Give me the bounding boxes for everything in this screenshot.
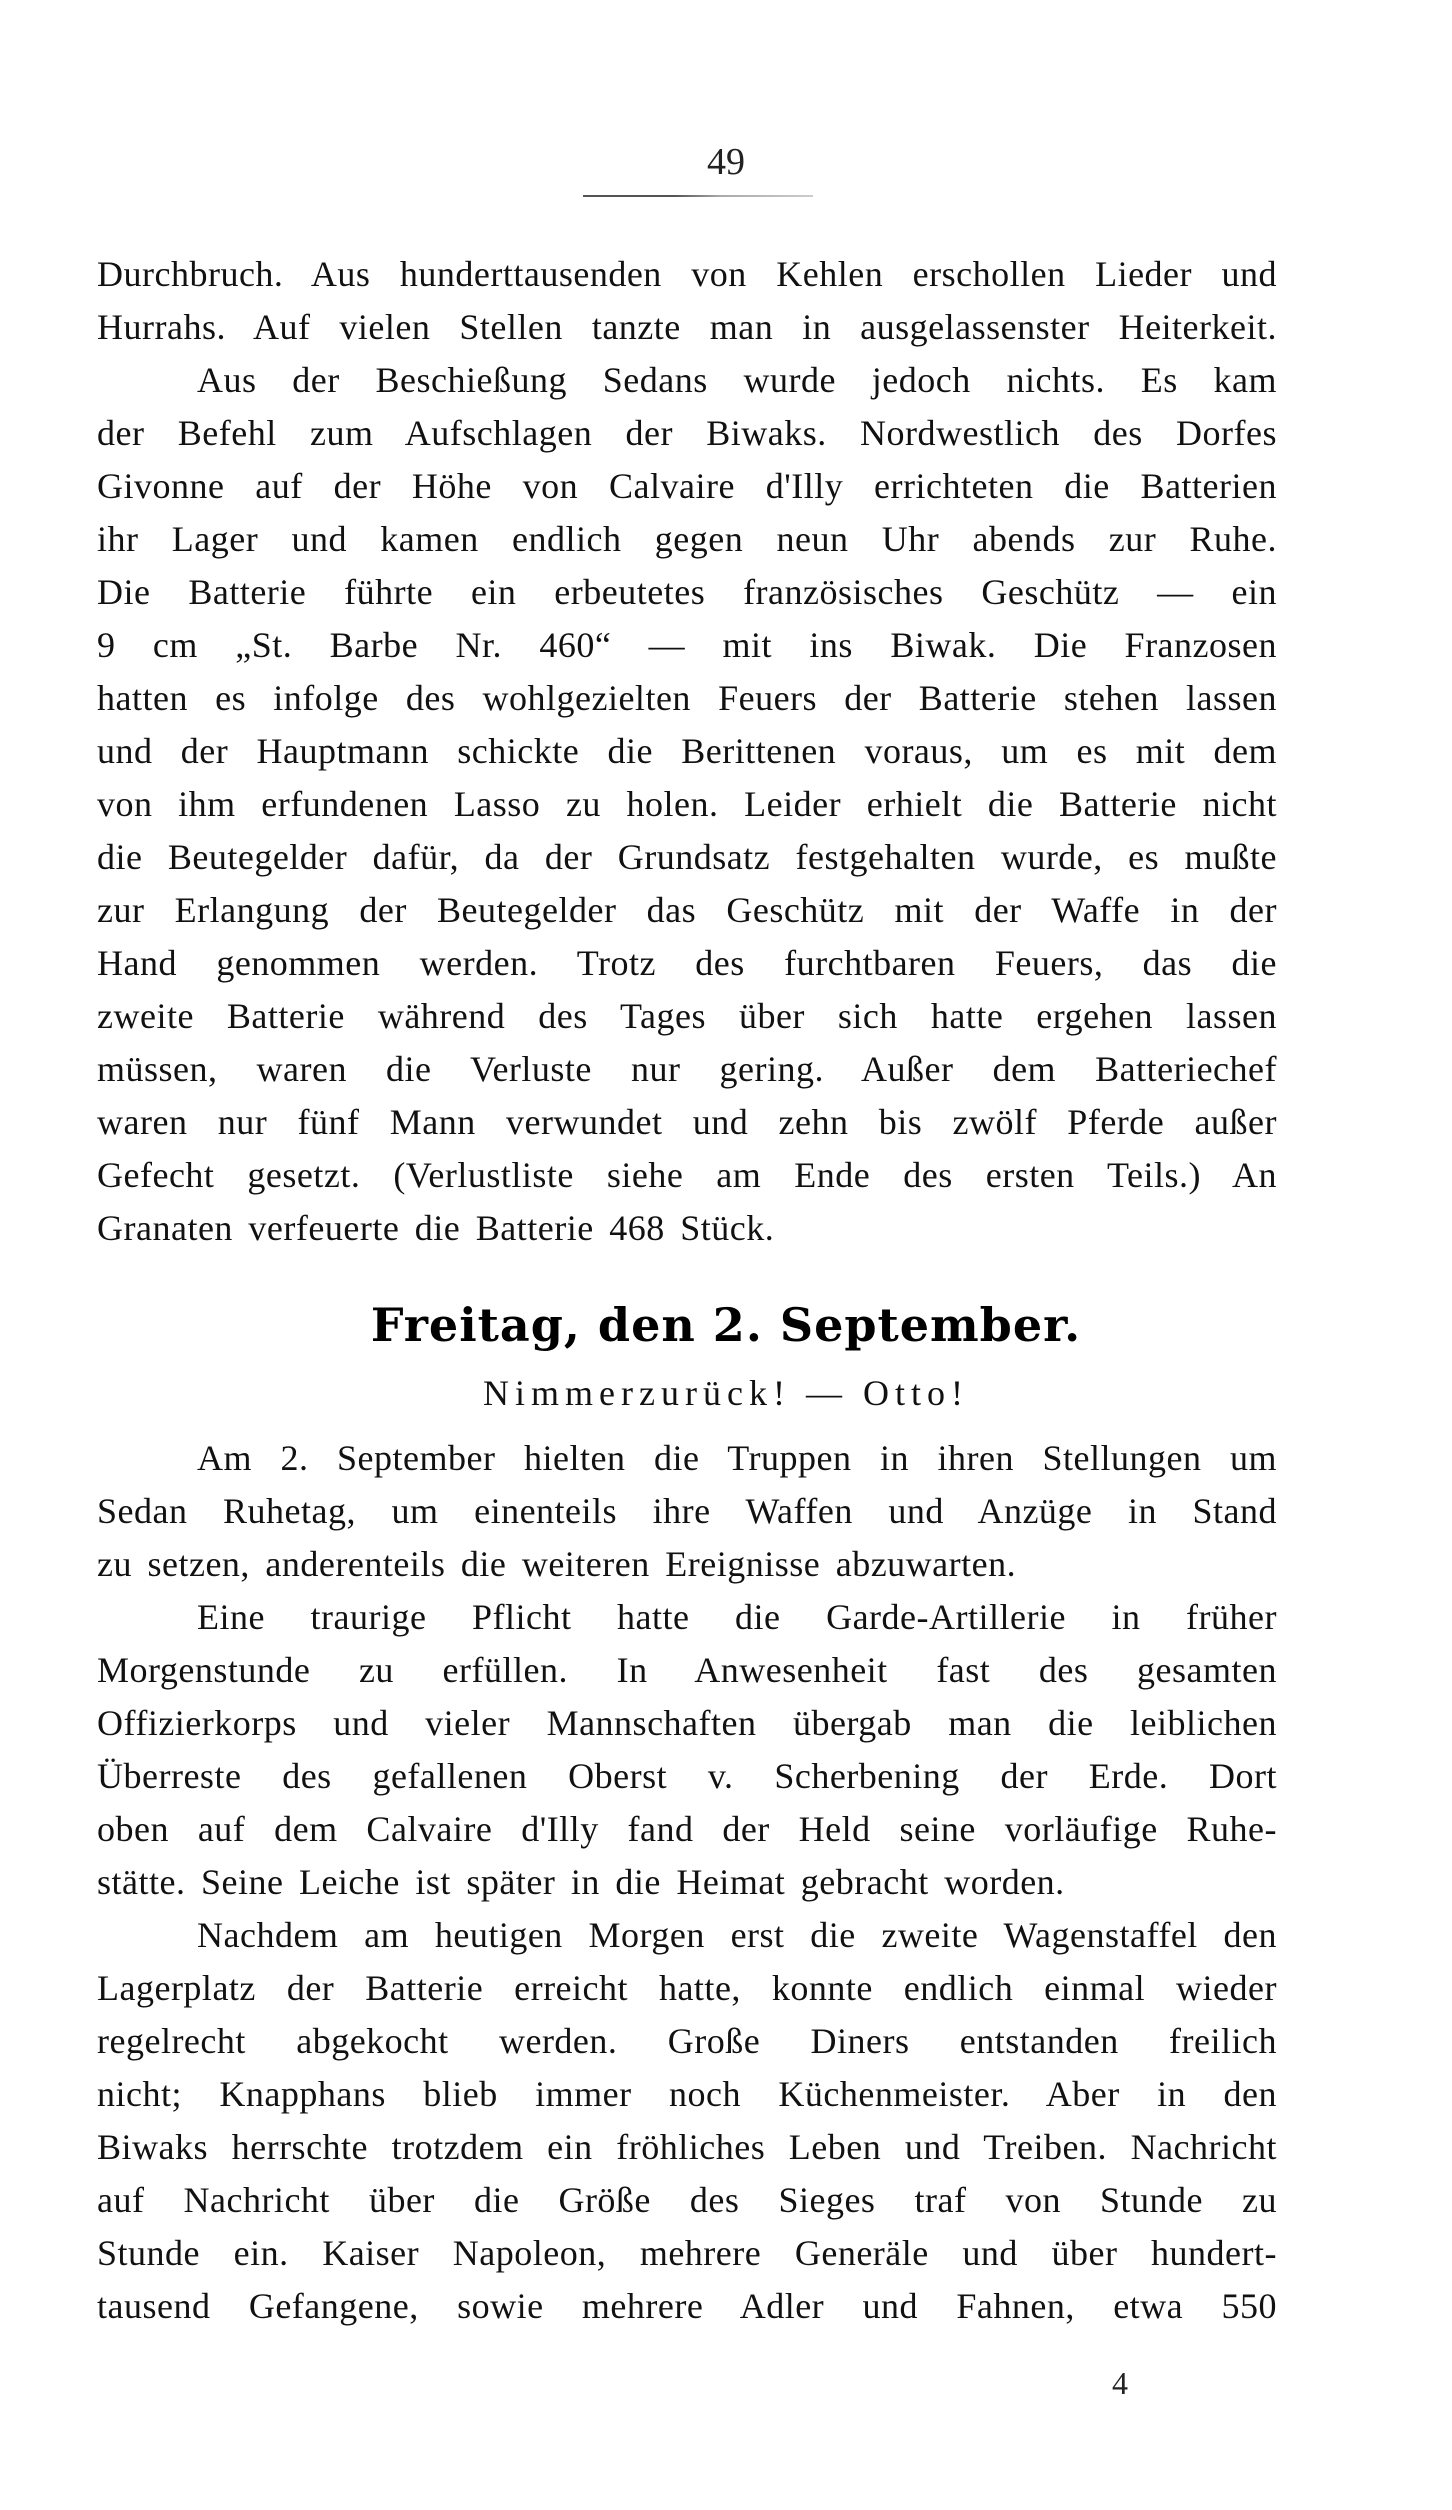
text-line: nicht; Knapphans blieb immer noch Küchenmeister. Aber in den (97, 2074, 1277, 2114)
text-line: zu setzen, anderenteils die weiteren Ereignisse abzuwarten. (97, 1544, 1017, 1584)
text-line: Offizierkorps und vieler Mannschaften übergab man die leiblichen (97, 1703, 1277, 1743)
text-line: Hurrahs. Auf vielen Stellen tanzte man in ausgelassenster Heiterkeit. (97, 307, 1277, 347)
text-line: hatten es infolge des wohlgezielten Feuers der Batterie stehen lassen (97, 678, 1277, 718)
text-line: die Beutegelder dafür, da der Grundsatz festgehalten wurde, es mußte (97, 837, 1277, 877)
text-line: von ihm erfundenen Lasso zu holen. Leider erhielt die Batterie nicht (97, 784, 1277, 824)
text-line: Gefecht gesetzt. (Verlustliste siehe am Ende des ersten Teils.) An (97, 1155, 1277, 1195)
text-line: 9 cm „St. Barbe Nr. 460“ — mit ins Biwak. Die Franzosen (97, 625, 1277, 665)
text-line: Aus der Beschießung Sedans wurde jedoch nichts. Es kam (197, 360, 1277, 400)
text-line: waren nur fünf Mann verwundet und zehn bis zwölf Pferde außer (97, 1102, 1277, 1142)
text-line: stätte. Seine Leiche ist später in die Heimat gebracht worden. (97, 1862, 1065, 1902)
section-subtitle: Nimmerzurück! — Otto! (483, 1373, 969, 1413)
text-line: regelrecht abgekocht werden. Große Diners entstanden freilich (97, 2021, 1277, 2061)
text-line: Sedan Ruhetag, um einenteils ihre Waffen und Anzüge in Stand (97, 1491, 1277, 1531)
text-line: Hand genommen werden. Trotz des furchtbaren Feuers, das die (97, 943, 1277, 983)
text-line: Überreste des gefallenen Oberst v. Scherbening der Erde. Dort (97, 1756, 1277, 1796)
signature-mark: 4 (1112, 2365, 1128, 2401)
text-line: zur Erlangung der Beutegelder das Geschütz mit der Waffe in der (97, 890, 1277, 930)
text-line: Lagerplatz der Batterie erreicht hatte, konnte endlich einmal wieder (97, 1968, 1277, 2008)
text-line: Granaten verfeuerte die Batterie 468 Stück. (97, 1208, 775, 1248)
text-line: Givonne auf der Höhe von Calvaire d'Illy errichteten die Batterien (97, 466, 1277, 506)
text-line: Am 2. September hielten die Truppen in ihren Stellungen um (197, 1438, 1277, 1478)
text-line: Morgenstunde zu erfüllen. In Anwesenheit fast des gesamten (97, 1650, 1277, 1690)
text-line: Stunde ein. Kaiser Napoleon, mehrere Generäle und über hundert- (97, 2233, 1277, 2273)
text-line: Die Batterie führte ein erbeutetes französisches Geschütz — ein (97, 572, 1277, 612)
section-2-body (97, 1432, 1277, 2333)
section-1-body (97, 248, 1277, 1255)
text-line: Eine traurige Pflicht hatte die Garde-Artillerie in früher (197, 1597, 1277, 1637)
text-line: oben auf dem Calvaire d'Illy fand der Held seine vorläufige Ruhe- (97, 1809, 1277, 1849)
page-number: 49 (707, 141, 745, 183)
text-line: auf Nachricht über die Größe des Sieges traf von Stunde zu (97, 2180, 1277, 2220)
text-line: Durchbruch. Aus hunderttausenden von Kehlen erschollen Lieder und (97, 254, 1277, 294)
text-line: tausend Gefangene, sowie mehrere Adler und Fahnen, etwa 550 (97, 2286, 1277, 2326)
text-line: zweite Batterie während des Tages über sich hatte ergehen lassen (97, 996, 1277, 1036)
text-line: müssen, waren die Verluste nur gering. Außer dem Batteriechef (97, 1049, 1277, 1089)
text-line: Biwaks herrschte trotzdem ein fröhliches Leben und Treiben. Nachricht (97, 2127, 1277, 2167)
text-line: und der Hauptmann schickte die Berittenen voraus, um es mit dem (97, 731, 1277, 771)
text-line: der Befehl zum Aufschlagen der Biwaks. Nordwestlich des Dorfes (97, 413, 1277, 453)
text-line: Nachdem am heutigen Morgen erst die zweite Wagenstaffel den (197, 1915, 1277, 1955)
header-rule (583, 195, 813, 197)
text-line: ihr Lager und kamen endlich gegen neun Uhr abends zur Ruhe. (97, 519, 1277, 559)
section-heading: Freitag, den 2. September. (370, 1298, 1082, 1352)
